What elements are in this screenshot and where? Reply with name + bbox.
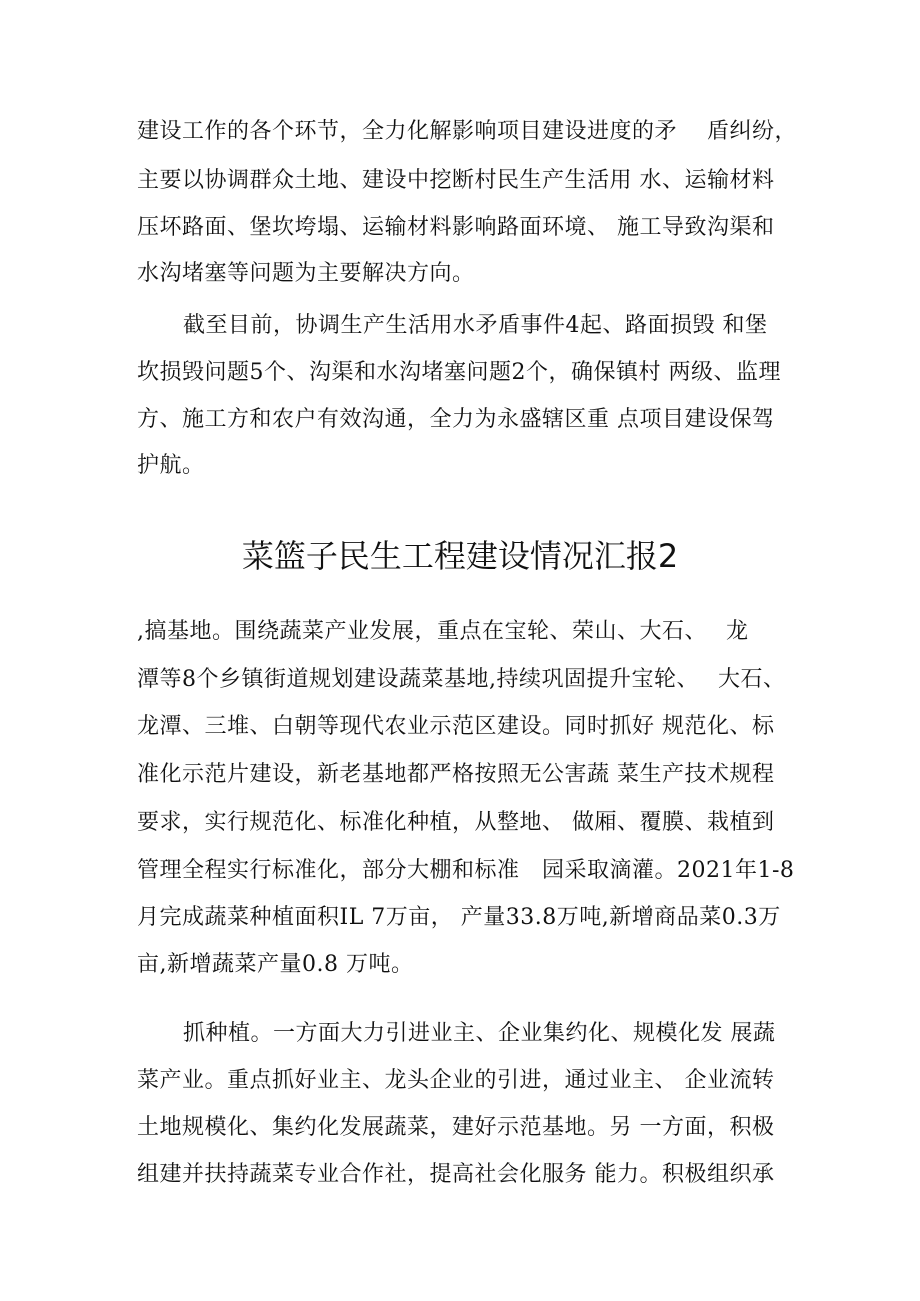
paragraph-3-line-6: 管理全程实行标准化，部分大棚和标准 园采取滴灌。2021年1-8 [137, 858, 795, 883]
paragraph-2-line-3: 方、施工方和农户有效沟通，全力为永盛辖区重 点项目建设保驾 [137, 407, 775, 432]
paragraph-2-line-2: 坎损毁问题5个、沟渠和水沟堵塞问题2个，确保镇村 两级、监理 [137, 360, 781, 385]
paragraph-3-line-4: 准化示范片建设，新老基地都严格按照无公害蔬 菜生产技术规程 [137, 762, 775, 787]
paragraph-3-line-5: 要求，实行规范化、标准化种植，从整地、 做厢、覆膜、栽植到 [137, 810, 775, 835]
paragraph-3-line-8: 亩,新增蔬菜产量0.8 万吨。 [137, 952, 414, 977]
paragraph-4-line-2: 菜产业。重点抓好业主、龙头企业的引进，通过业主、 企业流转 [137, 1068, 775, 1093]
paragraph-4-line-3: 土地规模化、集约化发展蔬菜，建好示范基地。另 一方面，积极 [137, 1115, 775, 1140]
paragraph-4-line-1: 抓种植。一方面大力引进业主、企业集约化、规模化发 展蔬 [183, 1021, 776, 1046]
paragraph-4-line-4: 组建并扶持蔬菜专业合作社，提高社会化服务 能力。积极组织承 [137, 1162, 775, 1187]
paragraph-2-line-1: 截至目前，协调生产生活用水矛盾事件4起、路面损毁 和堡 [183, 313, 768, 338]
paragraph-3-line-3: 龙潭、三堆、白朝等现代农业示范区建设。同时抓好 规范化、标 [137, 714, 775, 739]
section-title: 菜篮子民生工程建设情况汇报2 [241, 537, 679, 575]
paragraph-3-line-7: 月完成蔬菜种植面积IL 7万亩， 产量33.8万吨,新增商品菜0.3万 [137, 905, 781, 930]
paragraph-2-line-4: 护航。 [137, 453, 205, 478]
paragraph-3-line-1: ,搞基地。围绕蔬菜产业发展，重点在宝轮、荣山、大石、 龙 [137, 619, 749, 644]
paragraph-1-line-3: 压坏路面、堡坎垮塌、运输材料影响路面环境、 施工导致沟渠和 [137, 215, 775, 240]
paragraph-1-line-4: 水沟堵塞等问题为主要解决方向。 [137, 261, 475, 286]
paragraph-1-line-1: 建设工作的各个环节，全力化解影响项目建设进度的矛 盾纠纷， [137, 119, 797, 144]
paragraph-3-line-2: 潭等8个乡镇街道规划建设蔬菜基地,持续巩固提升宝轮、 大石、 [137, 667, 786, 692]
paragraph-1-line-2: 主要以协调群众土地、建设中挖断村民生产生活用 水、运输材料 [137, 168, 775, 193]
